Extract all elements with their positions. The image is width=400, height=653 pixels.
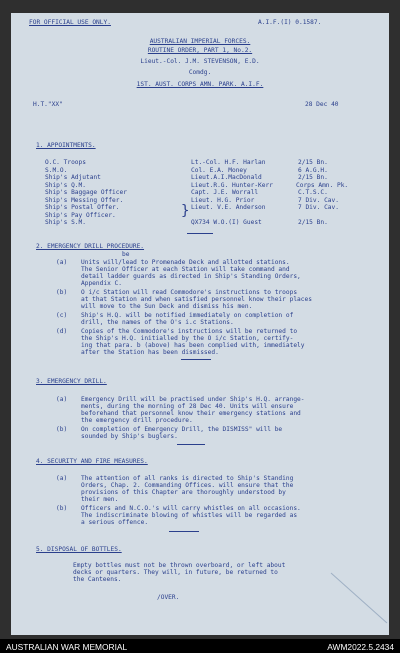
appointment-name: Lieut. H.G. Prior <box>191 196 255 204</box>
para-line: after the Station has been dismissed. <box>81 349 219 356</box>
page-turn-note: /OVER. <box>157 594 180 601</box>
para-line: Ship's H.Q. will be notified immediately on completion of <box>81 312 294 319</box>
section-heading-bottles: 5. DISPOSAL OF BOTTLES. <box>36 546 122 553</box>
para-line: detail ladder guards as directed in Ship's Standing Orders, <box>81 273 301 280</box>
section-heading-emergency-drill-procedure: 2. EMERGENCY DRILL PROCEDURE. <box>36 243 145 250</box>
appointment-role: Ship's Adjutant <box>45 174 101 181</box>
appointment-name: Col. E.A. Money <box>191 166 247 174</box>
inserted-word: be <box>122 251 130 258</box>
para-line: Officers and N.C.O.'s will carry whistles on all occasions. <box>81 505 301 512</box>
para-line: Units will/lead to Promenade Deck and allotted stations. <box>81 259 290 266</box>
para-line: their men. <box>81 496 119 503</box>
ship-name: H.T."XX" <box>33 101 63 108</box>
para-label: (b) <box>56 505 68 512</box>
appointment-role: Ship's Pay Officer. <box>45 211 116 219</box>
reference-number: A.I.F.(I) 0.1587. <box>258 19 322 26</box>
section-divider <box>187 233 213 234</box>
para-line: sounded by Ship's buglers. <box>81 433 178 440</box>
para-line: The attention of all ranks is directed to Ship's Standing <box>81 475 294 482</box>
para-label: (c) <box>56 312 68 319</box>
appointment-name: Lt.-Col. H.F. Harlan <box>191 159 266 166</box>
para-line: will move to the Sun Deck and dismiss his men. <box>81 303 253 310</box>
appointment-unit: 7 Div. Cav. <box>298 204 339 211</box>
para-line: the emergency drill procedure. <box>81 417 193 424</box>
appointment-role: Ship's S.M. <box>45 219 86 226</box>
para-line: The Senior Officer at each Station will take command and <box>81 266 290 273</box>
classification-stamp: FOR OFFICIAL USE ONLY. <box>29 19 111 26</box>
appointment-role: S.M.O. <box>45 166 68 174</box>
para-line: Orders, Chap. 2. Commanding Offices. will ensure that the <box>81 482 294 489</box>
appointment-unit: 2/15 Bn. <box>298 174 328 181</box>
para-label: (b) <box>56 426 68 433</box>
appointment-name: Lieut. V.E. Anderson <box>191 204 266 211</box>
appointment-name: Lieut.R.G. Hunter-Kerr <box>191 181 273 189</box>
appointment-role: O.C. Troops <box>45 159 86 166</box>
para-line: Empty bottles must not be thrown overboard, or left about <box>73 562 286 569</box>
appointment-role: Ship's Messing Offer. <box>45 196 124 204</box>
commander-title: Comdg. <box>188 69 212 76</box>
force-title: AUSTRALIAN IMPERIAL FORCES. <box>149 38 251 45</box>
unit-title: 1ST. AUST. CORPS AMN. PARK. A.I.F. <box>136 81 264 88</box>
para-line: drill, the names of the O's i.c Stations. <box>81 319 234 326</box>
para-line: The indiscriminate blowing of whistles will be regarded as <box>81 512 298 519</box>
para-line: Copies of the Commodore's instructions will be returned to <box>81 328 298 335</box>
para-line: beforehand that personnel know their emergency stations and <box>81 410 301 417</box>
appointment-unit: C.T.S.C. <box>298 189 328 196</box>
para-label: (a) <box>56 259 68 266</box>
archive-reference: AWM2022.5.2434 <box>327 642 394 652</box>
appointment-unit: 2/15 Bn. <box>298 159 328 166</box>
section-divider <box>181 359 211 360</box>
appointment-unit: Corps Amn. Pk. <box>296 181 349 189</box>
para-line: decks or quarters. They will, in future, be returned to <box>73 569 278 576</box>
appointment-name: Lieut.A.I.MacDonald <box>191 174 262 181</box>
section-heading-appointments: 1. APPOINTMENTS. <box>36 142 96 149</box>
para-line: ments, during the morning of 28 Dec 40. Units will ensure <box>81 403 294 410</box>
para-line: ing that para. b (above) has been complied with, immediately <box>81 342 305 349</box>
para-label: (d) <box>56 328 68 335</box>
brace-mark: } <box>181 203 190 219</box>
para-label: (a) <box>56 475 68 482</box>
para-label: (b) <box>56 289 68 296</box>
archive-name: AUSTRALIAN WAR MEMORIAL <box>6 642 128 652</box>
appointment-unit: 7 Div. Cav. <box>298 196 339 204</box>
para-line: a serious offence. <box>81 519 149 526</box>
para-line: Appendix C. <box>81 280 122 287</box>
document-page <box>11 13 389 635</box>
para-line: Emergency Drill will be practised under Ship's H.Q. arrange- <box>81 396 305 403</box>
para-line: the Ship's H.Q. initialled by the O i/c Station, certify- <box>81 335 294 342</box>
appointment-unit: 6 A.G.H. <box>298 166 328 174</box>
section-heading-security: 4. SECURITY AND FIRE MEASURES. <box>36 458 148 465</box>
appointment-role: Ship's Postal Offer. <box>45 204 120 211</box>
order-date: 28 Dec 40 <box>305 101 339 108</box>
appointment-name: Capt. J.E. Worrall <box>191 189 259 196</box>
appointment-name: QX734 W.O.(I) Guest <box>191 219 262 226</box>
commander-name: Lieut.-Col. J.M. STEVENSON, E.D. <box>140 58 260 65</box>
section-divider <box>169 531 199 532</box>
para-line: On completion of Emergency Drill, the DISMISS" will be <box>81 426 283 433</box>
order-title: ROUTINE ORDER, PART 1, No.2. <box>147 47 253 54</box>
para-label: (a) <box>56 396 68 403</box>
appointment-role: Ship's Baggage Officer <box>45 189 127 196</box>
para-line: O i/c Station will read Commodore's instructions to troops <box>81 289 298 296</box>
para-line: provisions of this Chapter are thoroughly understood by <box>81 489 286 496</box>
para-line: the Canteens. <box>73 576 122 583</box>
archive-footer <box>0 639 400 653</box>
appointment-role: Ship's Q.M. <box>45 181 86 189</box>
appointment-unit: 2/15 Bn. <box>298 219 328 226</box>
section-divider <box>177 444 205 445</box>
para-line: at that Station and when satisfied personnel know their places <box>81 296 312 303</box>
section-heading-emergency-drill: 3. EMERGENCY DRILL. <box>36 378 107 385</box>
